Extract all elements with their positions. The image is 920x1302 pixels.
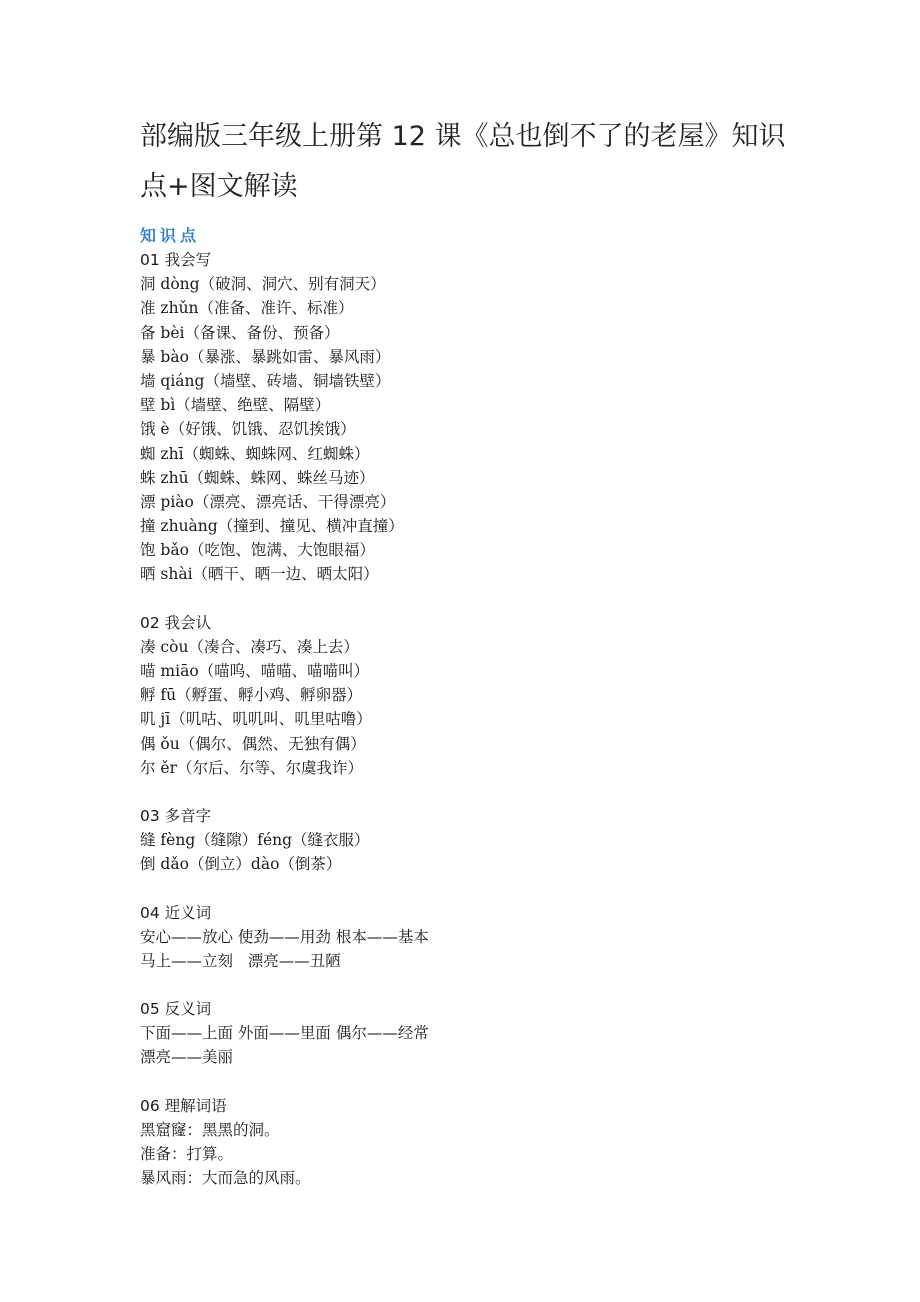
- section-heading: [140, 1094, 840, 1118]
- section-label: 知识点: [140, 226, 201, 245]
- entry-line: 备 bèi（备课、备份、预备）: [140, 323, 340, 342]
- section-heading-text: 理解词语: [164, 1096, 227, 1115]
- section-01: [140, 248, 840, 587]
- section-number: 06: [140, 1096, 160, 1115]
- section-number: 01: [140, 251, 160, 269]
- section-05: [140, 997, 840, 1070]
- entry-line: 孵 fū（孵蛋、孵小鸡、孵卵器）: [140, 686, 363, 705]
- content-body: [140, 248, 840, 1214]
- entry-line: 凑 còu（凑合、凑巧、凑上去）: [140, 637, 359, 656]
- entry-line: 准 zhǔn（准备、准许、标准）: [140, 299, 354, 318]
- entry-line: 下面——上面 外面——里面 偶尔——经常: [140, 1024, 429, 1043]
- section-heading: [140, 611, 840, 635]
- entry-line: 准备：打算。: [140, 1145, 234, 1163]
- section-number: 05: [140, 1000, 160, 1019]
- entry-line: 饱 bǎo（吃饱、饱满、大饱眼福）: [140, 541, 375, 560]
- section-03: [140, 804, 840, 877]
- section-heading: [140, 997, 840, 1021]
- section-heading: [140, 901, 840, 925]
- entry-line: 偶 ǒu（偶尔、偶然、无独有偶）: [140, 734, 366, 753]
- entry-line: 洞 dòng（破洞、洞穴、别有洞天）: [140, 275, 386, 294]
- entry-line: 蜘 zhī（蜘蛛、蜘蛛网、红蜘蛛）: [140, 444, 370, 463]
- entry-line: 暴风雨：大而急的风雨。: [140, 1169, 311, 1188]
- section-number: 04: [140, 903, 160, 922]
- section-heading-text: 多音字: [164, 806, 212, 825]
- entry-line: 蛛 zhū（蜘蛛、蛛网、蛛丝马迹）: [140, 468, 375, 487]
- section-06: [140, 1094, 840, 1191]
- entry-line: 漂 piào（漂亮、漂亮话、干得漂亮）: [140, 492, 396, 511]
- section-04: [140, 901, 840, 974]
- section-number: 03: [140, 806, 160, 825]
- entry-line: 晒 shài（晒干、晒一边、晒太阳）: [140, 565, 379, 584]
- section-heading: [140, 248, 840, 272]
- entry-line: 暴 bào（暴涨、暴跳如雷、暴风雨）: [140, 347, 391, 366]
- entry-line: 漂亮——美丽: [140, 1048, 234, 1067]
- section-heading-text: 我会写: [164, 251, 212, 269]
- section-heading-text: 近义词: [164, 903, 212, 922]
- entry-line: 倒 dǎo（倒立）dào（倒茶）: [140, 855, 342, 874]
- section-heading-text: 反义词: [164, 1000, 212, 1019]
- entry-line: 安心——放心 使劲——用劲 根本——基本: [140, 927, 429, 946]
- entry-line: 叽 jī（叽咕、叽叽叫、叽里咕噜）: [140, 710, 372, 729]
- entry-line: 缝 fèng（缝隙）féng（缝衣服）: [140, 831, 370, 850]
- entry-line: 撞 zhuàng（撞到、撞见、横冲直撞）: [140, 517, 404, 536]
- section-heading: [140, 804, 840, 828]
- entry-line: 喵 miāo（喵呜、喵喵、喵喵叫）: [140, 662, 370, 680]
- section-02: [140, 611, 840, 780]
- section-number: 02: [140, 613, 160, 632]
- entry-line: 尔 ěr（尔后、尔等、尔虞我诈）: [140, 758, 364, 777]
- entry-line: 马上——立刻 漂亮——丑陋: [140, 951, 341, 970]
- entry-line: 黑窟窿：黑黑的洞。: [140, 1120, 280, 1139]
- entry-line: 饿 è（好饿、饥饿、忍饥挨饿）: [140, 420, 356, 439]
- entry-line: 壁 bì（墙壁、绝壁、隔壁）: [140, 396, 331, 415]
- page-title: 部编版三年级上册第 12 课《总也倒不了的老屋》知识点+图文解读: [140, 121, 786, 202]
- section-heading-text: 我会认: [164, 613, 212, 632]
- entry-line: 墙 qiáng（墙壁、砖墙、铜墙铁壁）: [140, 371, 391, 390]
